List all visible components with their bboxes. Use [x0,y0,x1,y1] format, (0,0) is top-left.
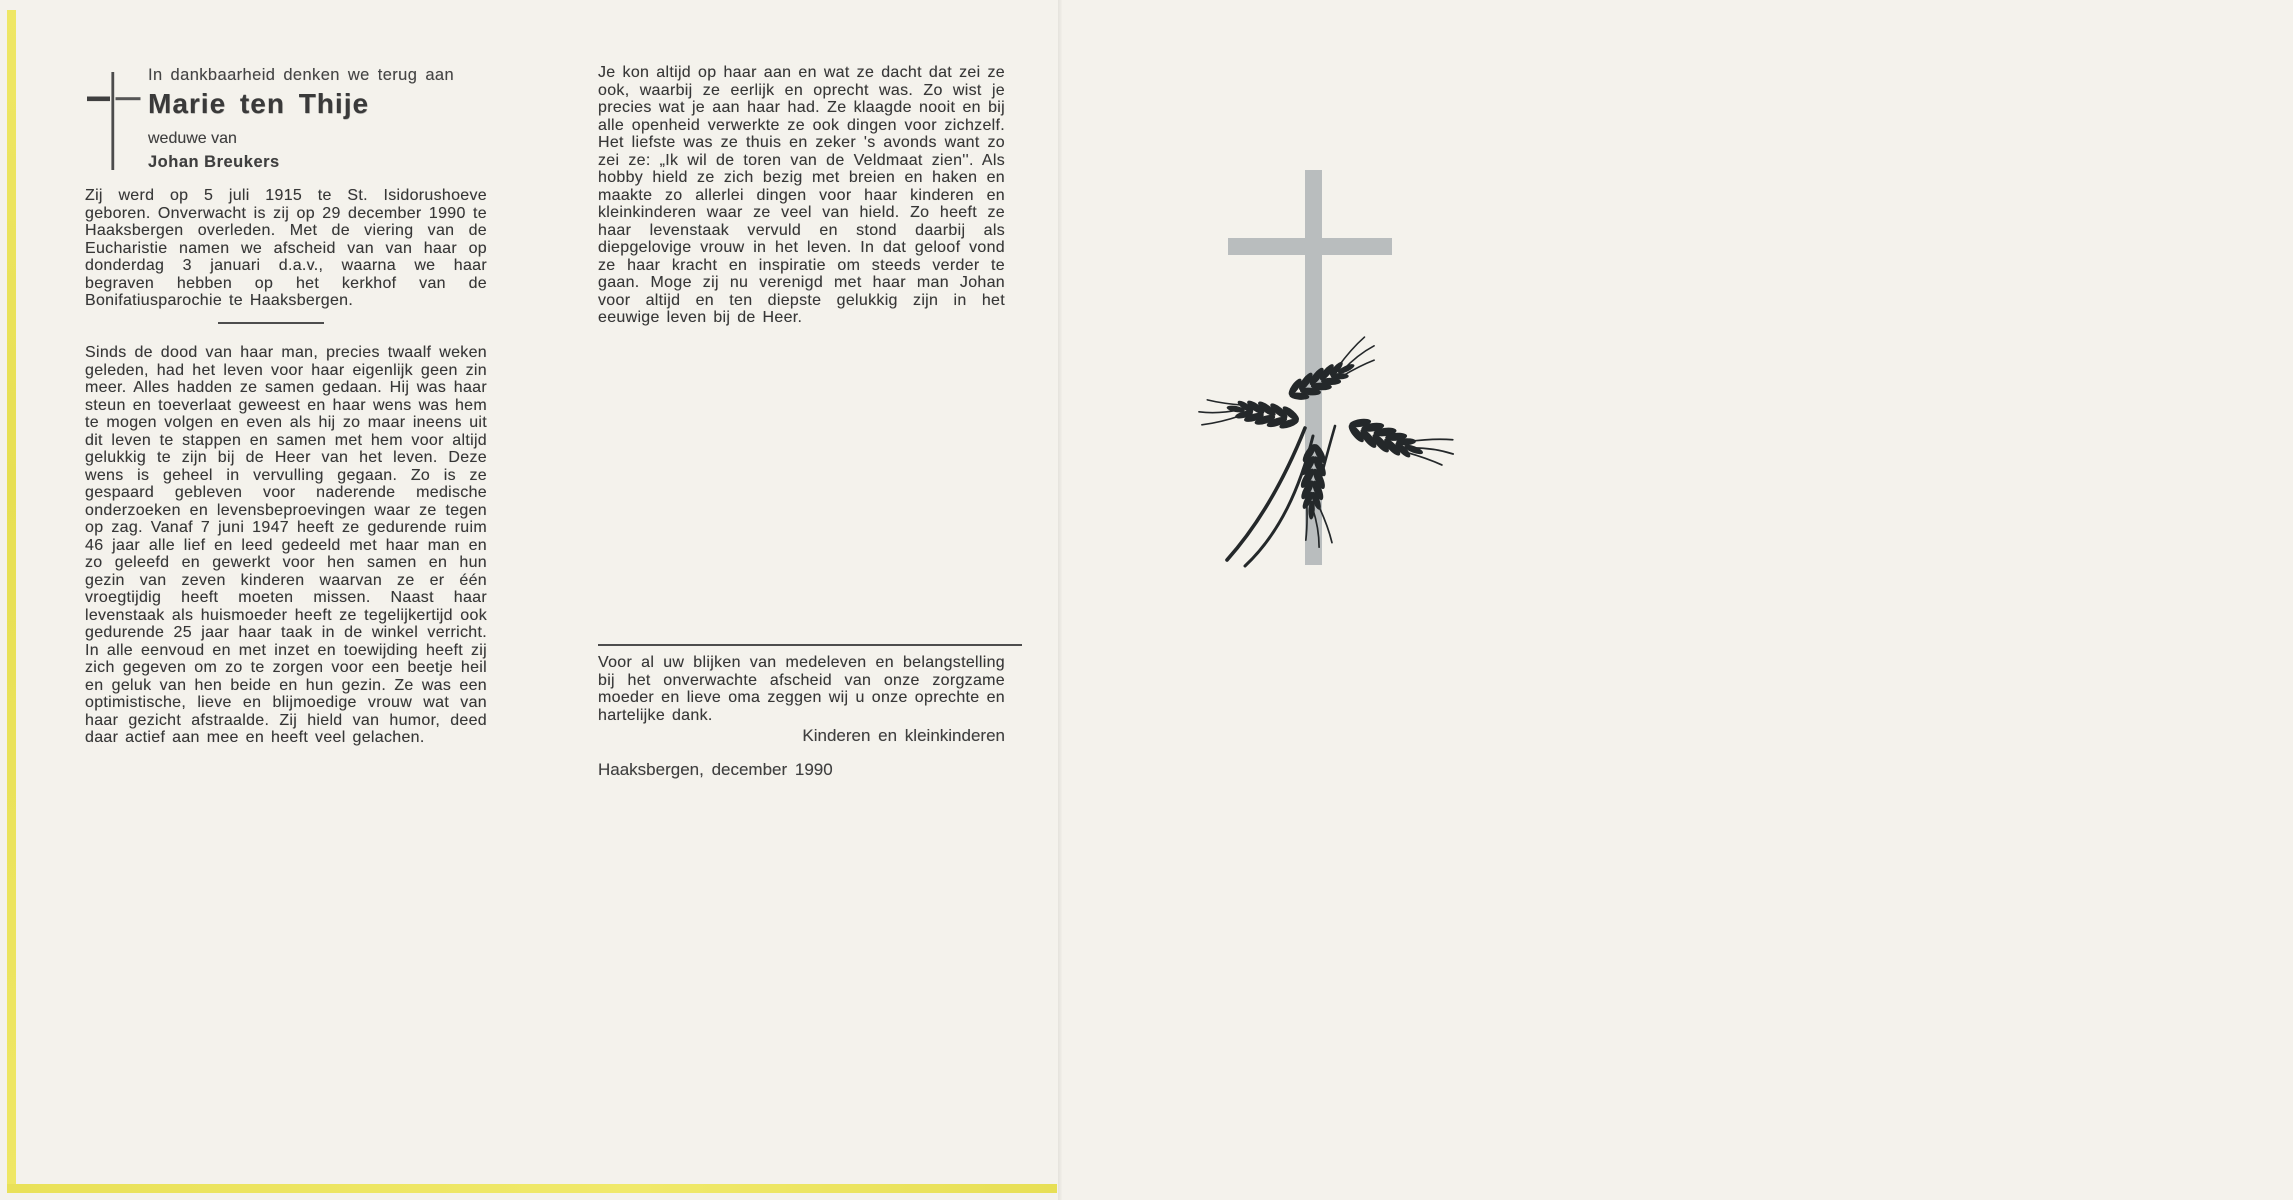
birth-death-paragraph: Zij werd op 5 juli 1915 te St. Isidorushoeve geboren. Onverwacht is zij op 29 december 1990 te Haaksbergen overleden. Met de viering van de Eucharistie namen we afscheid van van haar op donderdag 3 januari d.a.v., waarna we haar begraven hebben op het kerkhof van de Bonifatiusparochie te Haaksbergen. [85,187,487,309]
gilt-edge-left [7,10,16,1192]
cross-icon [86,64,146,174]
section-divider-left [218,322,324,324]
fold-crease [1058,0,1062,1200]
relation-line: weduwe van [148,130,237,147]
memories-paragraph: Je kon altijd op haar aan en wat ze dacht dat zei ze ook, waarbij ze eerlijk en oprecht was. Zo wist je precies wat je aan haar had. Ze klaagde nooit en bij alle openheid verwerkte ze ook dingen voor zichzelf. Het liefste was ze thuis en zeker 's avonds want zo zei ze: „Ik wil de toren van de Veldmaat zien''. Als hobby hield ze zich bezig met breien en haken en maakte zo allerlei dingen voor haar kinderen en kleinkinderen waar ze veel van hield. Zo heeft ze haar levenstaak vervuld en stond daarbij als diepgelovige vrouw in het leven. In dat geloof vond ze haar kracht en inspiratie om steeds verder te gaan. Moge zij nu verenigd met haar man Johan voor altijd en ten diepste gelukkig zijn in het eeuwige leven bij de Heer. [598,64,1005,326]
husband-name: Johan Breukers [148,153,280,171]
section-divider-middle [598,644,1022,646]
place-date-line: Haaksbergen, december 1990 [598,760,833,779]
life-story-paragraph: Sinds de dood van haar man, precies twaalf weken geleden, had het leven voor haar eigenlijk geen zin meer. Alles hadden ze samen gedaan. Hij was haar steun en toeverlaat geweest en haar wens was hem te mogen volgen en even als hij zo maar ineens uit dit leven te stappen en samen met hem voor altijd gelukkig te zijn bij de Heer van het leven. Deze wens is geheel in vervulling gegaan. Zo is ze gespaard gebleven voor naderende medische onderzoeken en levensbeproevingen waar ze tegen op zag. Vanaf 7 juni 1947 heeft ze gedurende ruim 46 jaar alle lief en leed gedeeld met haar man en zo geleefd en gewerkt voor hen samen en hun gezin van zeven kinderen waarvan ze er één vroegtijdig heeft moeten missen. Naast haar levenstaak als huismoeder heeft ze tegelijkertijd ook gedurende 25 jaar haar taak in de winkel verricht. In alle eenvoud en met inzet en toewijding heeft zij zich gegeven om zo te zorgen voor een beetje heil en geluk van hen beide en hun gezin. Ze was een optimistische, lieve en blijmoedige vrouw wat van haar gezicht afstraalde. Zij hield van humor, deed daar actief aan mee en heeft veel gelachen. [85,344,487,746]
gilt-edge-bottom [7,1184,1057,1193]
cross-with-wheat-illustration [1185,158,1485,588]
deceased-name: Marie ten Thije [148,88,370,119]
intro-line: In dankbaarheid denken we terug aan [148,66,455,84]
thanks-paragraph: Voor al uw blijken van medeleven en belangstelling bij het onverwachte afscheid van onze zorgzame moeder en lieve oma zeggen wij u onze oprechte en hartelijke dank. [598,654,1005,724]
signature-line: Kinderen en kleinkinderen [802,726,1005,745]
